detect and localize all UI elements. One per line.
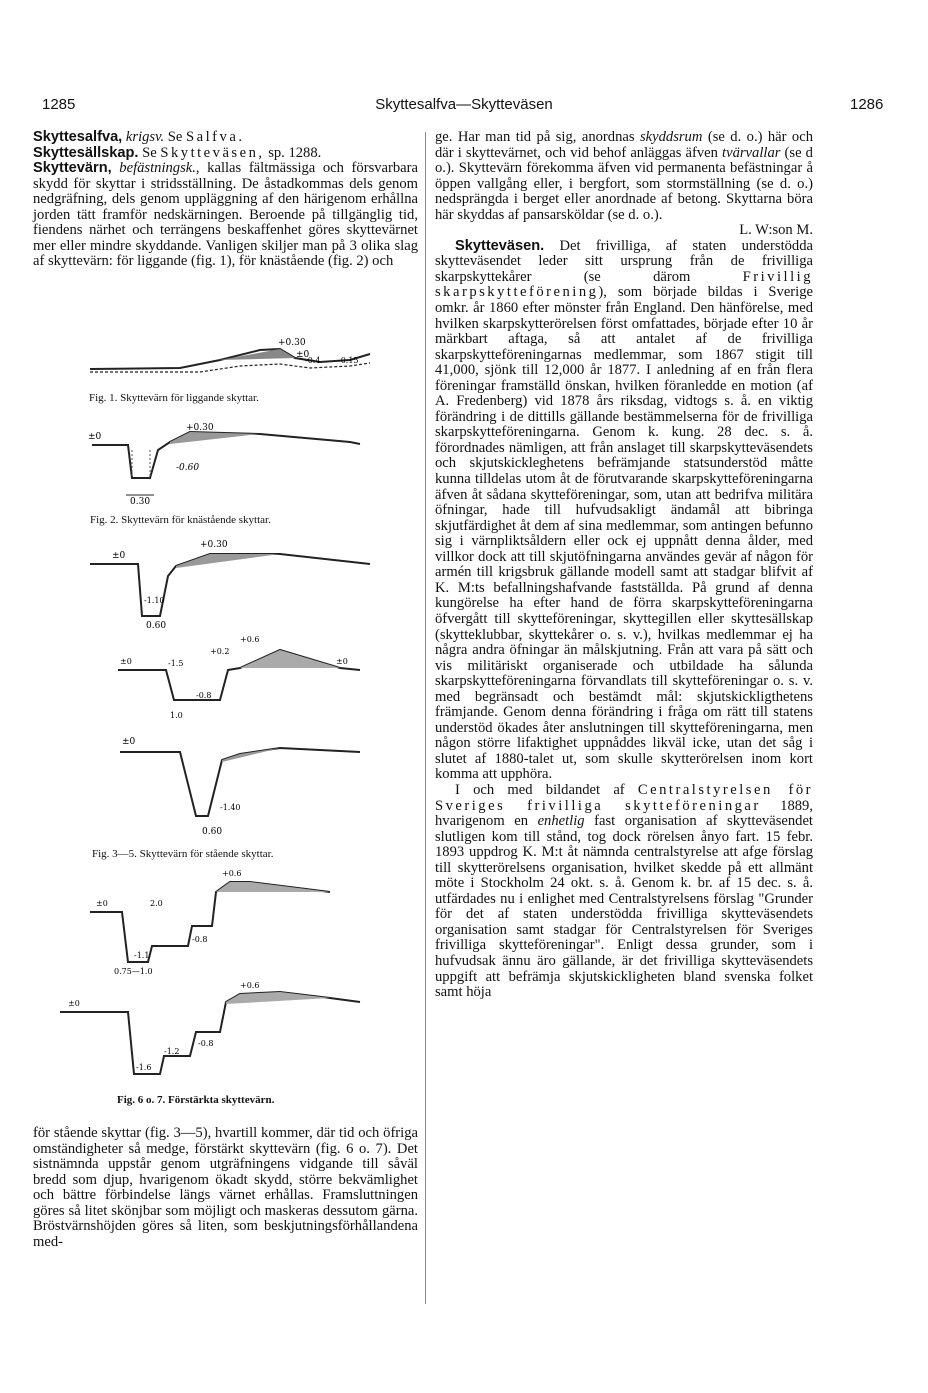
figure-2 bbox=[80, 420, 380, 526]
label: +0.6 bbox=[222, 869, 242, 878]
label: ±0 bbox=[112, 551, 126, 561]
label: 0.60 bbox=[202, 827, 223, 837]
label: -1.6 bbox=[136, 1063, 152, 1072]
entry-skyttesalfva: Skyttesalfva, krigsv. Se Salfva. bbox=[33, 129, 245, 145]
label: 0.60 bbox=[146, 621, 167, 631]
figure-2-caption: Fig. 2. Skyttevärn för knästående skyttar. bbox=[90, 514, 271, 526]
figure-6 bbox=[80, 866, 380, 976]
label: +0.6 bbox=[240, 981, 260, 990]
figure-5 bbox=[80, 730, 380, 860]
paragraph-centralstyrelsen: I och med bildandet af Centralstyrelsen för Sveriges frivilliga skytteföreningar 1889, hvarigenom en enhetlig fast organisation af skytteväsendet slutligen kom till stånd, tog dock rörelsen ånyo fart. 15 febr. 1893 uppdrog K. M:t åt nämnda centralstyrelse att afge förslag till skytterörelsens organisation, hvilket skedde på ett allmänt möte i Stockholm 24 okt. s. å. Genom k. br. af 15 dec. s. å. utfärdades nu i enlighet med Centralstyrelsens förslag "Grunder för det af staten understödda frivilliga skytteväsendets organisation samt stadgar för Centralstyrelsen för Sveriges frivilliga skytteföreningar". Enligt dessa grunder, som i hufvudsak ännu äro gällande, är det frivilliga skytteväsendets uppgift att befrämja skjutskickligheten bland svenska folket samt höja bbox=[435, 781, 813, 1001]
label: ±0 bbox=[88, 432, 102, 442]
label: 2.0 bbox=[150, 899, 163, 908]
label: ±0 bbox=[296, 350, 310, 360]
left-continuation: för stående skyttar (fig. 3—5), hvartill kommer, där tid och öfriga omständigheter så medge, förstärkt skyttevärn (fig. 6 o. 7). Det sistnämnda uppstår genom utgräfningens vidgande till såväl bredd som djup, hvarigenom ökadt skydd, större bekvämlighet och bättre förbindelse längs värnet erhållas. Framsluttningen göres så litet skönjbar som möjligt och maskeras dessutom gärna. Bröstvärnshöjden göres så liten, som beskjutningsförhållandena med- bbox=[33, 1125, 418, 1250]
label: -1.5 bbox=[168, 659, 184, 668]
label: 0.75—1.0 bbox=[114, 967, 153, 976]
label: -1.40 bbox=[220, 803, 241, 812]
signature: L. W:son M. bbox=[739, 222, 813, 239]
figure-1-caption: Fig. 1. Skyttevärn för liggande skyttar. bbox=[89, 392, 259, 404]
label: -0.8 bbox=[192, 935, 208, 944]
figure-4 bbox=[80, 632, 380, 724]
figure-3-drawing bbox=[80, 538, 380, 632]
figure-4-drawing bbox=[80, 632, 380, 724]
label: +0.30 bbox=[186, 423, 214, 433]
left-column-top bbox=[33, 130, 418, 270]
label: -1.2 bbox=[164, 1047, 180, 1056]
label: -1.10 bbox=[144, 596, 165, 605]
column-rule bbox=[425, 132, 426, 1304]
label: -0.4 bbox=[305, 356, 321, 365]
label: ±0 bbox=[120, 657, 132, 666]
label: ±0 bbox=[96, 899, 108, 908]
label: +0.2 bbox=[210, 647, 230, 656]
label: ±0 bbox=[122, 737, 136, 747]
figure-7-drawing bbox=[68, 980, 380, 1090]
label: -0.8 bbox=[196, 691, 212, 700]
label: -1.1 bbox=[134, 951, 150, 960]
figure-1-drawing bbox=[80, 336, 380, 382]
figure-6-drawing bbox=[80, 866, 380, 976]
label: -0.15 bbox=[338, 356, 359, 365]
entry-skyttevasen: Skytteväsen. Det frivilliga, af staten understödda skytteväsendet leder sitt ursprung från de frivilliga skarpskyttekårer (se därom Frivillig skarpskytteförening), som började bildas i Sverige omkr. år 1860 efter mönster från England. Den hänförelse, med hvilken skarpskytterörelsen först omfattades, började efter 10 år märkbart aftaga, så att antalet af de frivilliga skarpskytteföreningarnas medlemmar, som 1867 stigit till 41,000, sjönk till 12,000 år 1877. I anledning af en från flera föreningar framställd önskan, hvilken föranledde en motion (af A. Fredenberg) vid 1878 års riksdag, vidtogs s. å. en viktig förändring i de dittills gällande bestämmelserna för de frivilliga skarpskytteföreningarna. Genom k. kung. 28 dec. s. å. förordnades nämligen, att från anslaget till skarpskytteväsendets och skjutskickleghetens befrämjande statsunderstöd måtte kunna tilldelas utom åt de förutvarande skarpskytteföreningarna äfven åt sådana skytteföreningar, som, utan att bedrifva militära öfningar, hade till hufvudsakligt ändamål att bibringa skjutfärdighet åt dem af sina medlemmar, som antingen befunno sig i värnpliktsåldern eller ock ej uppnått denna ålder, med villkor dock att till skjutöfningarna användes gevär af någon för armén till krigsbruk gällande modell samt att stadgar blifvit af K. M:ts befallningshafvande fastställda. På grund af denna kungörelse ha efter hand de förra skarpskytteföreningarna öfvergått till skytteföreningar, skyttegillen eller skyttesällskap (skytteklubbar, skyttekårer o. s. v.), hvilkas medlemmar ej ha några andra öfningar än målskjutning. Från att vara på sätt och vis militäriskt organiserade och utbildade ha sålunda skarpskytteföreningarna förvandlats till skytteföreningar o. s. v. med begränsadt och bestämdt mål: skjutskickligthetens främjande. Genom denna förändring i fråga om rätt till statens understöd ökades åter anslutningen till skytteföreningarna, men någon större lifaktighet uppnåddes likväl icke, utan det såg i slutet af 1880-talet ut, som skulle skytterörelsen inom kort komma att upphöra. bbox=[435, 237, 813, 783]
entry-skyttevarn: Skyttevärn, befästningsk., kallas fältmässiga och försvarbara skydd för skyttar i stridsställning. De åstadkommas dels genom nedgräfning, dels genom uppläggning af den härigenom erhållna jorden tätt framför nedskärningen. Beroende på tillgänglig tid, fiendens närhet och terrängens beskaffenhet göres skyttevärnet mer eller mindre skyddande. Vanligen skiljer man på 3 olika slag af skyttevärn: för liggande (fig. 1), för knästående (fig. 2) och bbox=[33, 160, 418, 270]
left-column-bottom bbox=[33, 1126, 418, 1250]
figure-1 bbox=[80, 336, 380, 404]
page-number-right: 1286 bbox=[850, 96, 884, 113]
label: +0.6 bbox=[240, 635, 260, 644]
figure-2-drawing bbox=[80, 420, 380, 508]
label: ±0 bbox=[336, 657, 348, 666]
label: +0.30 bbox=[278, 338, 306, 348]
figure-5-caption: Fig. 3—5. Skyttevärn för stående skyttar. bbox=[92, 848, 274, 860]
right-column bbox=[435, 130, 813, 1001]
figure-3 bbox=[80, 538, 380, 632]
label: ±0 bbox=[68, 999, 80, 1008]
figure-7-caption: Fig. 6 o. 7. Förstärkta skyttevärn. bbox=[117, 1094, 275, 1106]
figure-5-drawing bbox=[80, 730, 380, 842]
label: 1.0 bbox=[170, 711, 183, 720]
label: -0.60 bbox=[176, 463, 200, 473]
figure-7 bbox=[68, 980, 380, 1106]
page-number-left: 1285 bbox=[42, 96, 76, 113]
label: 0.30 bbox=[130, 497, 151, 507]
label: +0.30 bbox=[200, 540, 228, 550]
label: -0.8 bbox=[198, 1039, 214, 1048]
entry-skyttesallskap: Skyttesällskap. Se Skytteväsen, sp. 1288. bbox=[33, 144, 322, 161]
running-title: Skyttesalfva—Skytteväsen bbox=[375, 96, 553, 113]
skyttevarn-continuation: ge. Har man tid på sig, anordnas skyddsrum (se d. o.) här och där i skyttevärnet, och vid behof anläggas äfven tvärvallar (se d o.). Skyttevärn förekomma äfven vid permanenta befästningar å öppen vallgång eller, i bergfort, som stormställning (se d. o.) nedsprängda i berget eller anordnade af betong. Skyttarna böra här skyddas af pansarsköldar (se d. o.). bbox=[435, 129, 814, 223]
